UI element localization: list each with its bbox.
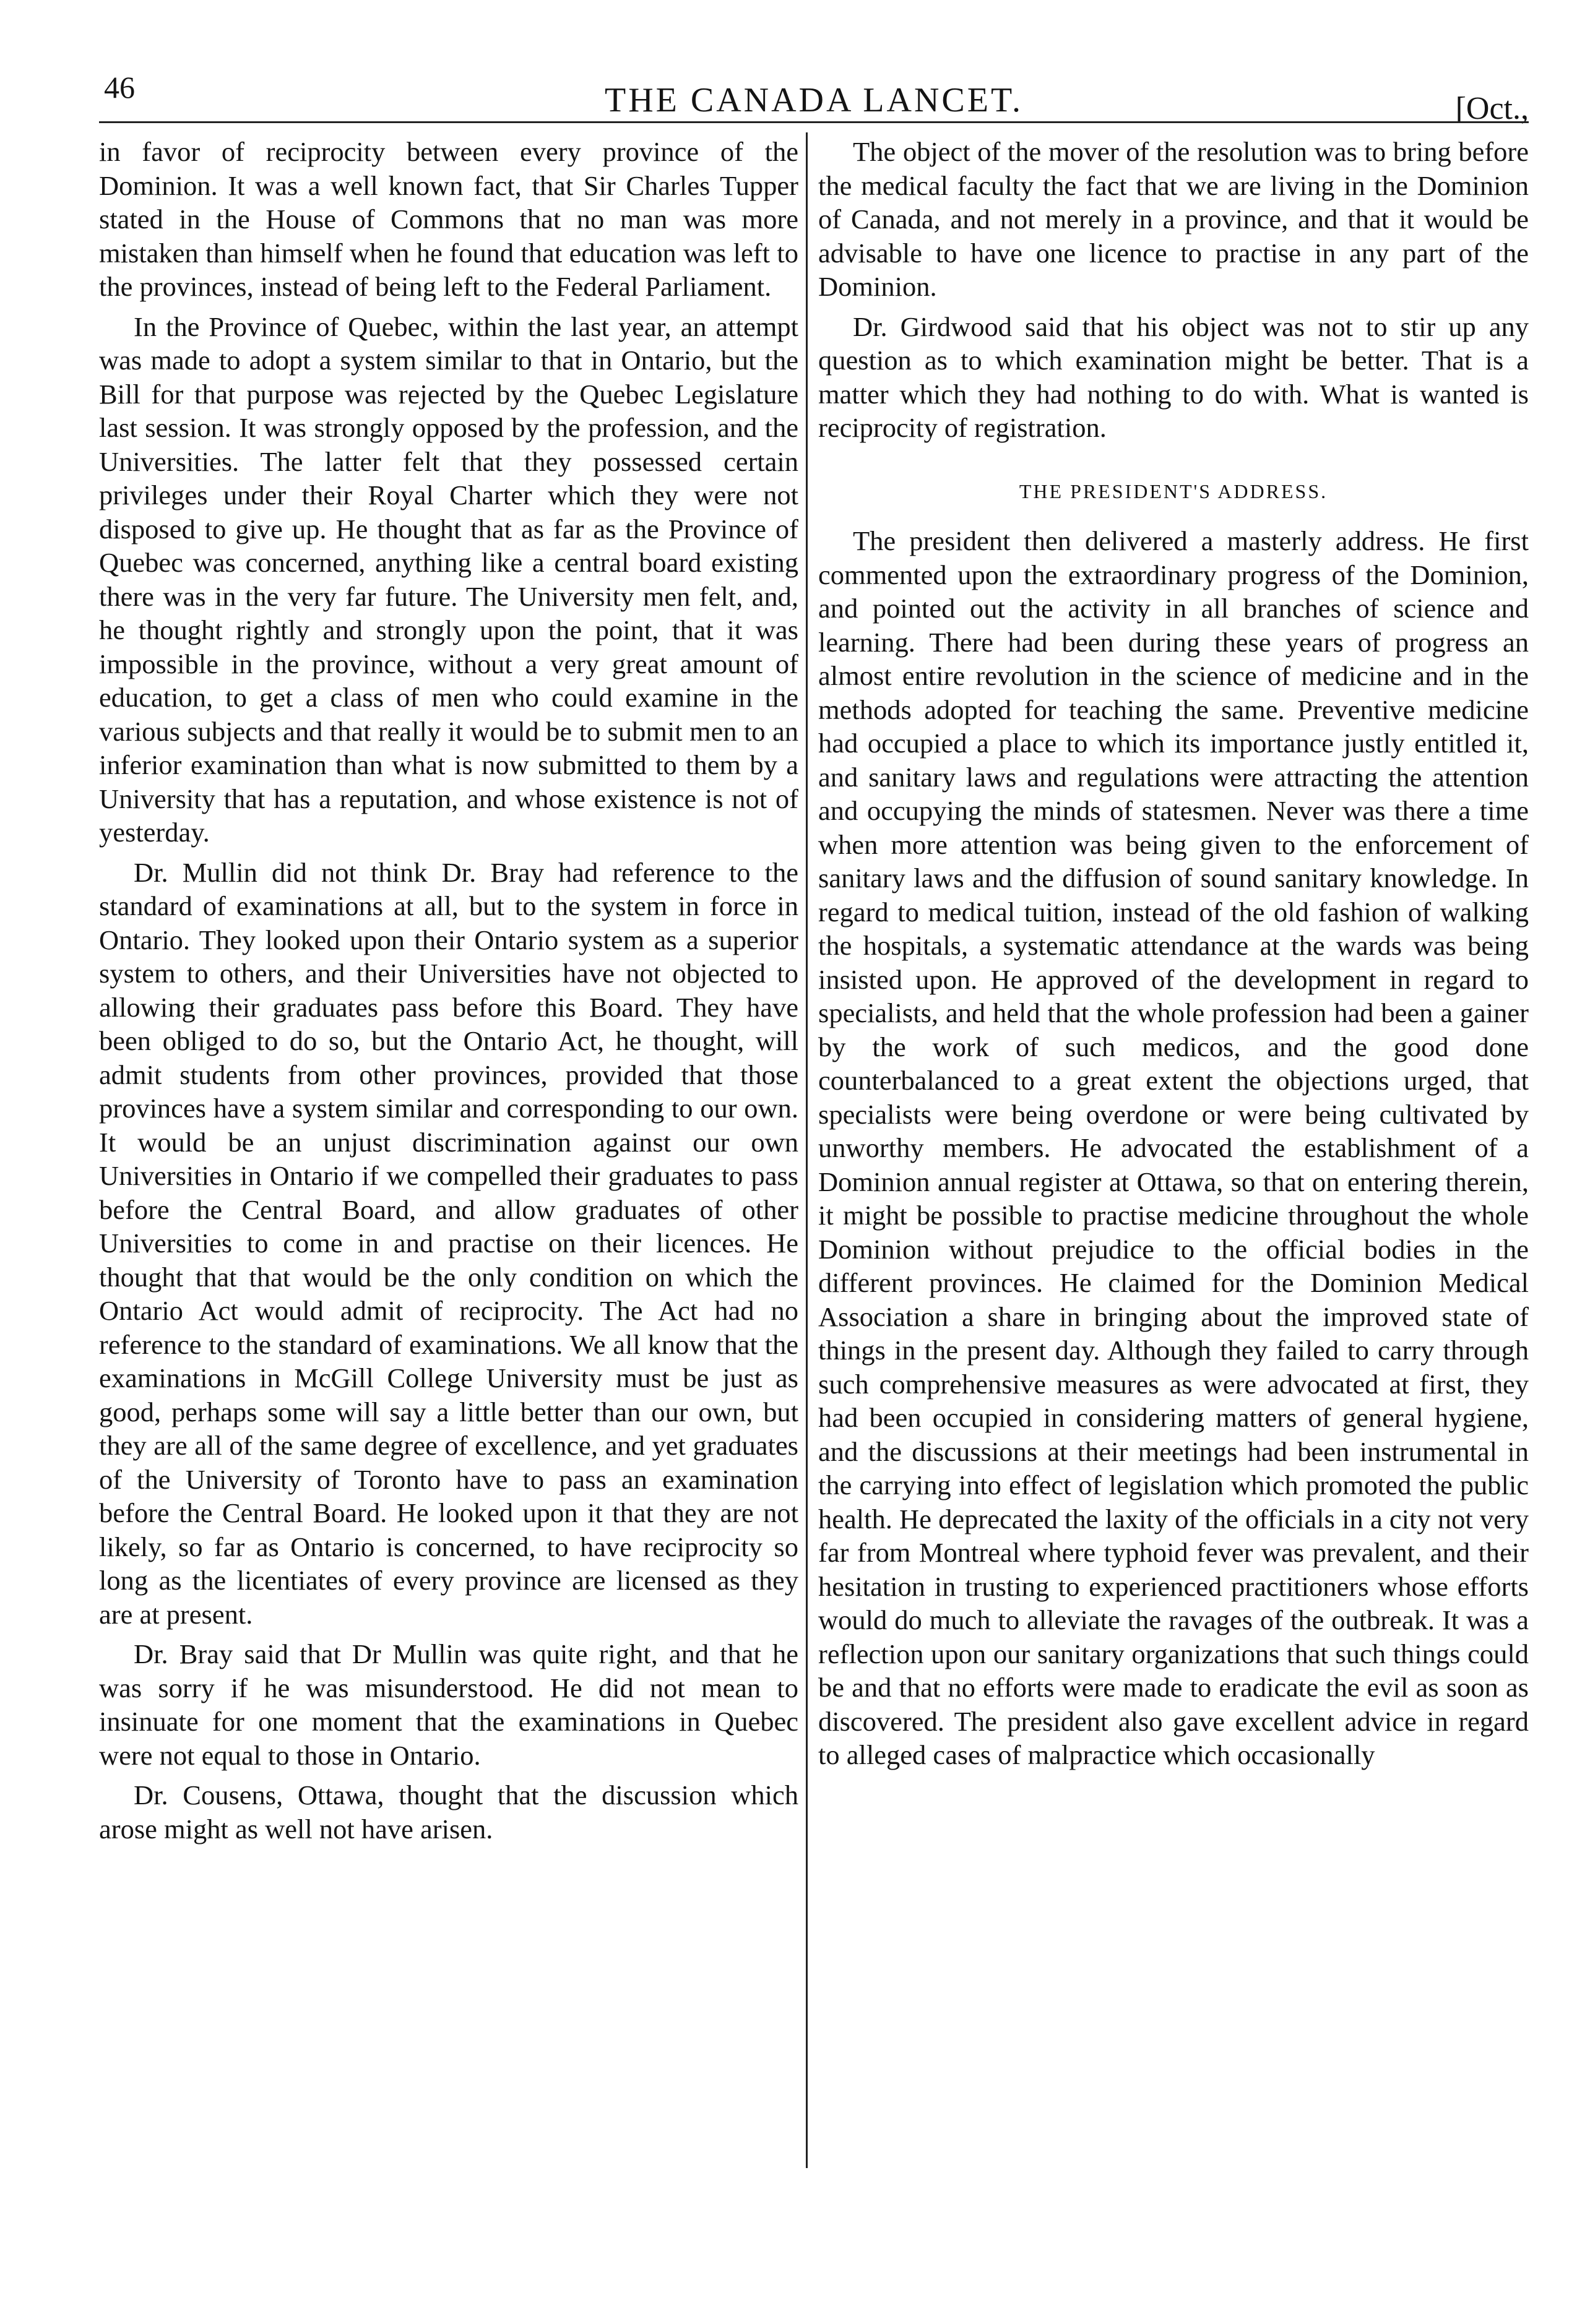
paragraph-continued: in favor of reciprocity between every province of the Dominion. It was a well known fact, that Sir Charles Tupper stated in the House of Commons that no man was more mistaken than himself when he found that education was left to the provinces, instead of being left to the Federal Parliament. [99, 136, 798, 302]
right-column [818, 135, 1529, 2171]
running-header [99, 69, 1529, 125]
left-column [99, 135, 798, 2171]
paragraph-girdwood: Dr. Girdwood said that his object was not to stir up any question as to which examination might be better. That is a matter which they had nothing to do with. What is wanted is reciprocity of registration. [818, 311, 1529, 443]
paragraph-cousens: Dr. Cousens, Ottawa, thought that the discussion which arose might as well not have arisen. [99, 1780, 798, 1844]
paragraph-president-address: The president then delivered a masterly address. He first commented upon the extraordinary progress of the Dominion, and pointed out the activity in all branches of science and learning. There had been during these years of progress an almost entire revolution in the science of medicine and in the methods adopted for teaching the same. Preventive medicine had occupied a place to which its importance justly entitled it, and sanitary laws and regulations were attracting the attention and occupying the minds of statesmen. Never was there a time when more attention was being given to the enforcement of sanitary laws and the diffusion of sound sanitary knowledge. In regard to medical tuition, instead of the old fashion of walking the hospitals, a systematic attendance at the wards was being insisted upon. He approved of the development in regard to specialists, and held that the whole profession had been a gainer by the work of such medicos, and the good done counterbalanced to a great extent the objections urged, that specialists were being overdone or were being cultivated by unworthy members. He advocated the establishment of a Dominion annual register at Ottawa, so that on entering therein, it might be possible to practise medicine throughout the whole Dominion without prejudice to the official bodies in the different provinces. He claimed for the Dominion Medical Association a share in bringing about the improved state of things in the present day. Although they failed to carry through such comprehensive measures as were advocated at first, they had been occupied in considering matters of general hygiene, and the discussions at their meetings had been instrumental in the carrying into effect of legislation which promoted the public health. He deprecated the laxity of the officials in a city not very far from Montreal where typhoid fever was prevalent, and their hesitation in trusting to experienced practitioners whose efforts would do much to alleviate the ravages of the outbreak. It was a reflection upon our sanitary organizations that such things could be and that no efforts were made to eradicate the evil as soon as discovered. The president also gave excellent advice in regard to alleged cases of malpractice which occasionally [818, 525, 1529, 1770]
paragraph-bray: Dr. Bray said that Dr Mullin was quite right, and that he was sorry if he was misunderstood. He did not mean to insinuate for one moment that the examinations in Quebec were not equal to those in Ontario. [99, 1638, 798, 1771]
header-rule [99, 121, 1529, 123]
paragraph-resolution-object: The object of the mover of the resolution was to bring before the medical faculty the fact that we are living in the Dominion of Canada, and not merely in a province, and that it would be advisable to have one licence to practise in any part of the Dominion. [818, 136, 1529, 302]
journal-title: THE CANADA LANCET. [604, 81, 1024, 119]
page-number: 46 [104, 70, 135, 105]
section-heading: THE PRESIDENT'S ADDRESS. [1019, 480, 1328, 502]
paragraph-mullin: Dr. Mullin did not think Dr. Bray had reference to the standard of examinations at all, but to the system in force in Ontario. They looked upon their Ontario system as a superior system to others, and their Universities have not objected to allowing their graduates pass before this Board. They have been obliged to do so, but the Ontario Act, he thought, will admit students from other provinces, provided that those provinces have a system similar and corresponding to our own. It would be an unjust discrimination against our own Universities in Ontario if we compelled their graduates to pass before the Central Board, and allow graduates of other Universities to come in and practise on their licences. He thought that that would be the only condition on which the Ontario Act would admit of reciprocity. The Act had no reference to the standard of examinations. We all know that the examinations in McGill College University must be just as good, perhaps some will say a little better than our own, but they are all of the same degree of excellence, and yet graduates of the University of Toronto have to pass an examination before the Central Board. He looked upon it that they are not likely, so far as Ontario is concerned, to have reciprocity so long as the licentiates of every province are licensed as they are at present. [99, 856, 798, 1630]
paragraph-quebec: In the Province of Quebec, within the last year, an attempt was made to adopt a system similar to that in Ontario, but the Bill for that purpose was rejected by the Quebec Legislature last session. It was strongly opposed by the profession, and the Universities. The latter felt that they possessed certain privileges under their Royal Charter which they were not disposed to give up. He thought that as far as the Province of Quebec was concerned, anything like a central board existing there was in the very far future. The University men felt, and, he thought rightly and strongly upon the point, that it was impossible in the province, without a very great amount of education, to get a class of men who could examine in the various subjects and that really it would be to submit men to an inferior examination than what is now submitted to them by a University that has a reputation, and whose existence is not of yesterday. [99, 311, 798, 848]
issue-month: [Oct., [1455, 91, 1529, 126]
column-divider [806, 132, 808, 2168]
